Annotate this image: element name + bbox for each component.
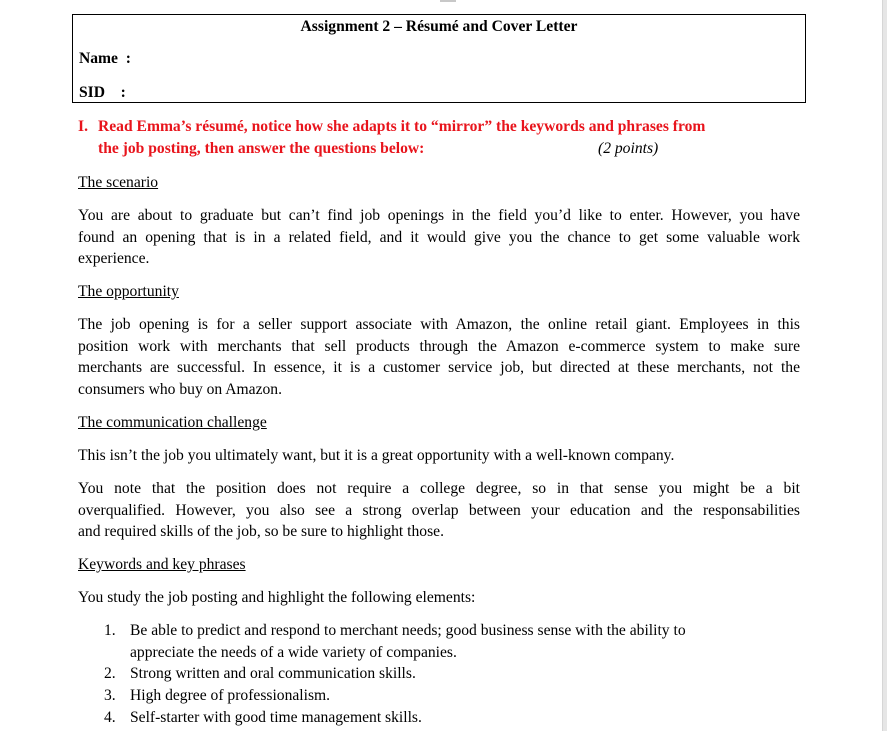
list-item-text: Strong written and oral communication skills. xyxy=(130,665,416,683)
list-item-number: 3. xyxy=(104,687,116,705)
list-item-text: Self-starter with good time management skills. xyxy=(130,708,422,726)
list-item xyxy=(78,620,800,663)
list-item-number: 1. xyxy=(104,622,116,639)
assignment-header-box xyxy=(72,14,806,103)
heading-opportunity: The opportunity xyxy=(78,283,179,300)
paragraph-line: experience. xyxy=(78,250,150,268)
paragraph-line: position work with merchants that sell products through the Amazon e-commerce system to make sure xyxy=(78,337,800,355)
assignment-title: Assignment 2 – Résumé and Cover Letter xyxy=(300,18,578,35)
paragraph-keywords-intro xyxy=(78,587,800,609)
question-text-line-1: Read Emma’s résumé, notice how she adapts it to “mirror” the keywords and phrases from xyxy=(98,118,706,135)
question-points: (2 points) xyxy=(598,140,659,157)
paragraph-line: merchants are successful. In essence, it is a customer service job, but directed at these merchants, not the xyxy=(78,359,800,377)
name-field-label: Name : xyxy=(79,50,131,67)
list-item-text: High degree of professionalism. xyxy=(130,687,331,705)
paragraph-line: overqualified. However, you also see a strong overlap between your education and the responsabilities xyxy=(78,501,800,519)
paragraph-line: The job opening is for a seller support associate with Amazon, the online retail giant. Employees in this xyxy=(78,316,800,333)
keywords-list xyxy=(78,620,800,729)
list-item-text: Be able to predict and respond to merchant needs; good business sense with the ability to xyxy=(130,622,686,639)
list-item xyxy=(78,685,800,707)
heading-keywords: Keywords and key phrases xyxy=(78,556,246,573)
paragraph-line: You study the job posting and highlight the following elements: xyxy=(78,589,476,606)
paragraph-challenge-2 xyxy=(78,478,800,543)
paragraph-opportunity xyxy=(78,314,800,401)
list-item-text: appreciate the needs of a wide variety of companies. xyxy=(130,643,457,661)
list-item xyxy=(78,663,800,685)
paragraph-line: consumers who buy on Amazon. xyxy=(78,381,282,399)
paragraph-line: You are about to graduate but can’t find job openings in the field you’d like to enter. However, you have xyxy=(78,207,800,224)
paragraph-line: found an opening that is in a related field, and it would give you the chance to get some valuable work xyxy=(78,228,800,246)
page-top-marker xyxy=(440,0,456,2)
paragraph-line: This isn’t the job you ultimately want, but it is a great opportunity with a well-known company. xyxy=(78,447,675,464)
list-item xyxy=(78,707,800,729)
heading-communication-challenge: The communication challenge xyxy=(78,414,267,431)
heading-scenario: The scenario xyxy=(78,174,159,191)
paragraph-line: You note that the position does not require a college degree, so in that sense you might be a bit xyxy=(78,480,800,497)
question-text-line-2: the job posting, then answer the questions below: xyxy=(98,140,425,157)
question-number: I. xyxy=(78,118,88,135)
list-item-number: 2. xyxy=(104,665,116,683)
page-edge-shadow xyxy=(882,0,887,731)
sid-field-label: SID : xyxy=(79,84,126,101)
paragraph-line: and required skills of the job, so be sure to highlight those. xyxy=(78,523,444,541)
list-item-number: 4. xyxy=(104,708,116,726)
paragraph-scenario xyxy=(78,205,800,270)
paragraph-challenge-1 xyxy=(78,445,800,467)
